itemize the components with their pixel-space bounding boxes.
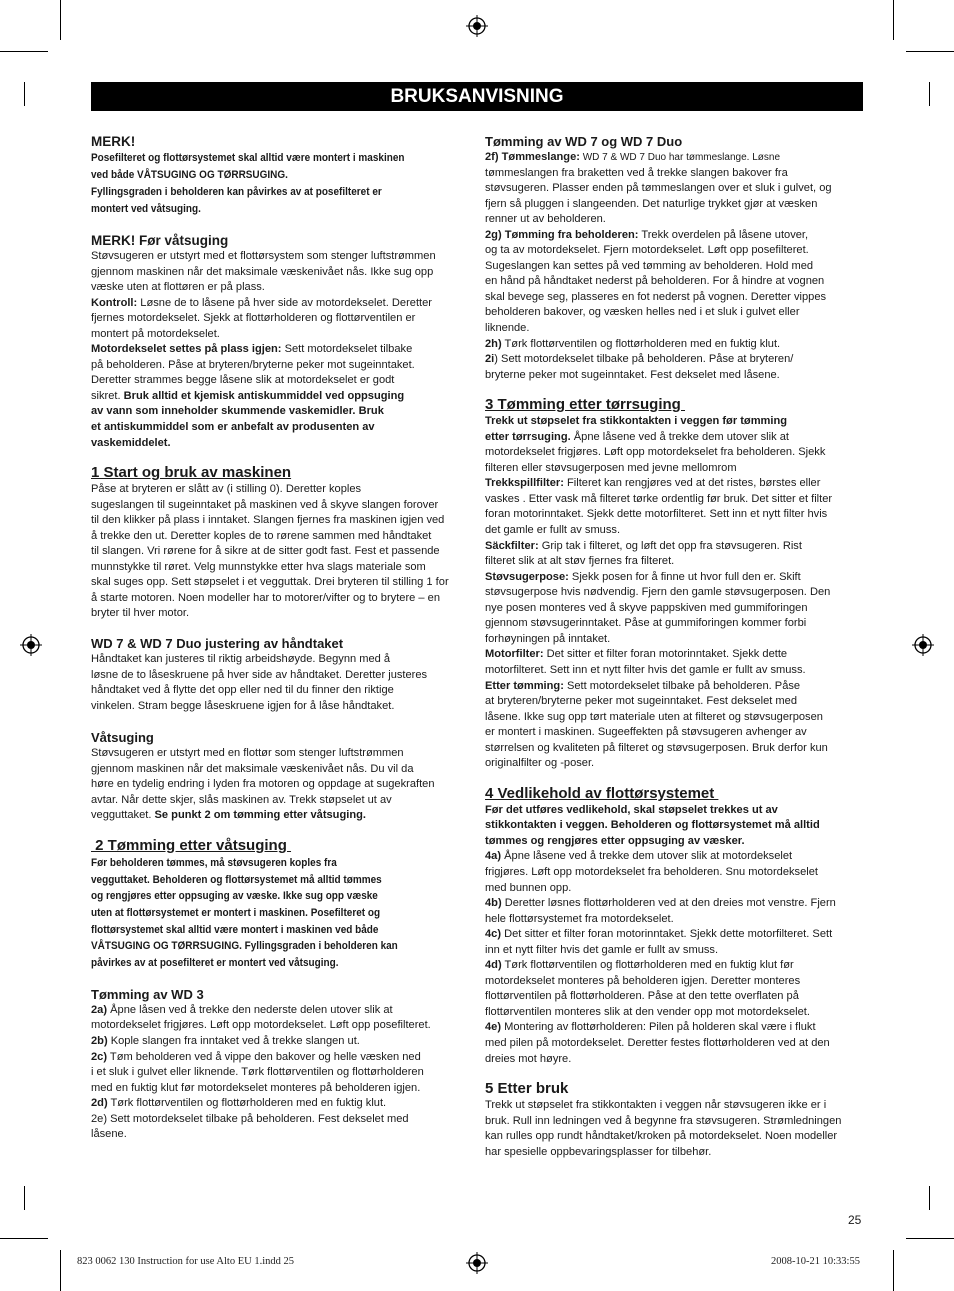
- registration-mark-icon: [466, 1252, 488, 1274]
- right-column: [485, 133, 865, 1160]
- section-1-heading: 1 Start og bruk av maskinen: [91, 464, 292, 482]
- wd7-emptying-text: 2f) Tømmeslange: WD 7 & WD 7 Duo har tømmeslange. Løsne tømmeslangen fra braketten ved å trekke slangen bakover fra støvsugeren. Plasser enden på tømmeslangen over et sluk i gulvet, og fjern så pluggen i slangeenden. Det naturlige trykket gjør at væsken renner ut av beholderen. 2g) Tømming fra beholderen: Trekk overdelen på låsene utover, og ta av motordekselet. Fjern motordekselet. Løft opp posefilteret. Sugeslangen kan settes på ved tømming av beholderen. Hold med en hånd på håndtaket nederst på beholderen. For å hindre at vognen skal bevege seg, plasseres en fot nederst på vognen. Deretter vippes beholderen bakover, og væsken helles ned i et sluk i gulvet eller liknende. 2h) Tørk flottørventilen og flottørholderen med en fuktig klut. 2i) Sett motordekselet tilbake på beholderen. Påse at bryteren/ bryterne peker mot sugeinntaket. Fest dekselet med låsene.: [485, 151, 832, 381]
- wd3-text: 2a) Åpne låsen ved å trekke den nederste delen utover slik at motordekselet frigjøres. Løft opp motordekselet. Løft opp posefilteret. 2b) Kople slangen fra inntaket ved å trekke slangen ut. 2c) Tøm beholderen ved å vippe den bakover og helle væsken ned i et sluk i gulvet eller liknende. Tørk flottørventilen og flottørholderen med en fuktig klut før motordekselet monteres på beholderen igjen. 2d) Tørk flottørventilen og flottørholderen med en fuktig klut. 2e) Sett motordekselet tilbake på beholderen. Fest dekselet med låsene.: [91, 1003, 431, 1141]
- crop-mark: [24, 82, 25, 106]
- registration-mark-icon: [466, 15, 488, 37]
- crop-mark: [0, 51, 48, 52]
- crop-mark: [929, 82, 930, 106]
- vatsuging-heading: Våtsuging: [91, 730, 154, 746]
- crop-mark: [60, 1250, 61, 1291]
- footer-filename: 823 0062 130 Instruction for use Alto EU 1.indd 25: [77, 1256, 294, 1267]
- merk-vatsuging-heading: MERK! Før våtsuging: [91, 233, 229, 248]
- merk-text: Posefilteret og flottørsystemet skal alltid være montert i maskinen ved både VÅTSUGING OG TØRRSUGING. Fyllingsgraden i beholderen kan påvirkes av at posefilteret er montert ved våtsuging.: [91, 152, 405, 215]
- section-5-heading: 5 Etter bruk: [485, 1080, 569, 1098]
- crop-mark: [24, 1186, 25, 1210]
- section-3-heading: 3 Tømming etter tørrsuging: [485, 396, 686, 414]
- registration-mark-icon: [912, 634, 934, 656]
- crop-mark: [60, 0, 61, 40]
- page-title: BRUKSANVISNING: [390, 86, 564, 107]
- section-3-text: Trekk ut støpselet fra stikkontakten i veggen før tømming etter tørrsuging. Åpne låsene ved å trekke dem utover slik at motordekselet frigjøres. Løft opp motordekselet fra beholderen. Sjekk filteren eller støvsugerposen med jevne mellomrom Trekkspillfilter: Filteret kan rengjøres ved at det ristes, børstes eller vaskes . Etter vask må filteret tørke ordentlig før bruk. Det sitter et filter foran motorinntaket. Sjekk dette motorfilteret. Sett inn et nytt filter hvis det gamle er fullt av smuss. Säckfilter: Grip tak i filteret, og løft det opp fra støvsugeren. Rist filteret slik at alt støv fjernes fra filteret. Støvsugerpose: Sjekk posen for å finne ut hvor full den er. Skift støvsugerpose hvis nødvendig. Fjern den gamle støvsugerposen. Den nye posen monteres ved å skyve pappskiven med gummiforingen gjennom støvsugerinntaket. Påse at gummiforingen kommer forbi forhøyningen på inntaket. Motorfilter: Det sitter et filter foran motorinntaket. Sjekk dette motorfilteret. Sett inn et nytt filter hvis det gamle er fullt av smuss. Etter tømming: Sett motordekselet tilbake på beholderen. Påse at bryteren/bryterne peker mot sugeinntaket. Fest dekselet med låsene. Ikke sug opp tørt materiale uten at filteret og støvsugerposen er montert i maskinen. Sugeeffekten på støvsugeren avhenger av størrelsen og kvaliteten på filteret og støvsugerposen. Bruk derfor kun originalfilter og -poser.: [485, 415, 833, 770]
- crop-mark: [906, 1238, 954, 1239]
- section-4-text: Før det utføres vedlikehold, skal støpselet trekkes ut av stikkontakten i veggen. Beholderen og flottørsystemet må alltid tømmes og rengjøres etter oppsuging av væsker. 4a) Åpne låsene ved å trekke dem utover slik at motordekselet frigjøres. Løft opp motordekselet fra beholderen. Snu motordekselet med bunnen opp. 4b) Deretter løsnes flottørholderen ved at den dreies mot venstre. Fjern hele flottørsystemet fra motordekselet. 4c) Det sitter et filter foran motorinntaket. Sjekk dette motorfilteret. Sett inn et nytt filter hvis det gamle er fullt av smuss. 4d) Tørk flottørventilen og flottørholderen med en fuktig klut før motordekselet monteres på beholderen igjen. Deretter monteres flottørventilen på flottørholderen. Påse at den tette overflaten på flottørventilen monteres slik at den vender opp mot motordekselet. 4e) Montering av flottørholderen: Pilen på holderen skal være i flukt med pilen på motordekselet. Deretter festes flottørholderen ved at den dreies mot høyre.: [485, 803, 836, 1065]
- left-column: [91, 133, 473, 1143]
- section-5-text: Trekk ut støpselet fra stikkontakten i veggen når støvsugeren ikke er i bruk. Rull inn ledningen ved å begynne fra støvsugeren. Strømledningen kan rulles opp rundt håndtaket/kroken på motordekselet. Noen modeller har spesielle oppbevaringsplasser for tilbehør.: [485, 1099, 842, 1158]
- wd7-handle-heading: WD 7 & WD 7 Duo justering av håndtaket: [91, 636, 344, 652]
- merk-vatsuging-text: Støvsugeren er utstyrt med et flottørsystem som stenger luftstrømmen gjennom maskinen når det maksimale væskenivået nås. Ikke sug opp væske uten at flottøren er på plass. Kontroll: Løsne de to låsene på hver side av motordekselet. Deretter fjernes motordekselet. Sjekk at flottørholderen og flottørventilen er montert på motordekselet. Motordekselet settes på plass igjen: Sett motordekselet tilbake på beholderen. Påse at bryteren/bryterne peker mot sugeinntaket. Deretter strammes begge låsene slik at motordekselet er godt sikret. Bruk alltid et kjemisk antiskummiddel ved oppsuging av vann som inneholder skummende vaskemidler. Bruk et antiskummiddel som er anbefalt av produsenten av vaskemiddelet.: [91, 250, 436, 449]
- section-2-text: Før beholderen tømmes, må støvsugeren koples fra vegguttaket. Beholderen og flottørsystemet må alltid tømmes og rengjøres etter oppsuging av væske. Ikke sug opp væske uten at flottørsystemet er montert i maskinen. Posefilteret og flottørsystemet skal alltid være montert i maskinen ved både VÅTSUGING OG TØRRSUGING. Fyllingsgraden i beholderen kan påvirkes av at posefilteret er montert ved våtsuging.: [91, 856, 398, 970]
- crop-mark: [893, 0, 894, 40]
- crop-mark: [929, 1186, 930, 1210]
- merk-heading: MERK!: [91, 134, 136, 149]
- registration-mark-icon: [20, 634, 42, 656]
- vatsuging-text: Støvsugeren er utstyrt med en flottør som stenger luftstrømmen gjennom maskinen når det maksimale væskenivået nås. Du vil da høre en tydelig endring i lyden fra motoren og oppdage at sugekraften avtar. Når dette skjer, slås maskinen av. Trekk støpselet ut av vegguttaket. Se punkt 2 om tømming etter våtsuging.: [91, 747, 435, 822]
- wd3-heading: Tømming av WD 3: [91, 986, 204, 1002]
- section-2-heading: 2 Tømming etter våtsuging: [91, 836, 292, 854]
- wd7-handle-text: Håndtaket kan justeres til riktig arbeidshøyde. Begynn med å løsne de to låseskruene på hver side av håndtaket. Deretter justeres håndtaket ved å flytte det opp eller ned til du finner den riktige vinkelen. Stram begge låseskruene igjen for å låse håndtaket.: [91, 653, 428, 712]
- section-4-heading: 4 Vedlikehold av flottørsystemet: [485, 784, 719, 802]
- wd7-emptying-heading: Tømming av WD 7 og WD 7 Duo: [485, 134, 683, 149]
- section-1-text: Påse at bryteren er slått av (i stilling 0). Deretter koples sugeslangen til sugeinntaket på maskinen ved å skyve slangen forover til den klikker på plass i inntaket. Slangen fjernes fra maskinen igjen ved å trekke den ut. Deretter koples de to rørene sammen med håndtaket til slangen. Vri rørene for å sikre at de sitter godt fast. Fest et passende munnstykke til røret. Velg munnstykke etter hva slags materiale som skal suges opp. Sett støpselet i et vegguttak. Drei bryteren til stilling 1 for å starte motoren. Noen modeller har to motorer/vifter og to brytere – en bryter til hver motor.: [91, 483, 449, 620]
- footer-timestamp: 2008-10-21 10:33:55: [771, 1256, 860, 1267]
- title-bar: [91, 82, 863, 111]
- crop-mark: [0, 1238, 48, 1239]
- crop-mark: [893, 1250, 894, 1291]
- page-number: 25: [848, 1213, 862, 1227]
- crop-mark: [906, 51, 954, 52]
